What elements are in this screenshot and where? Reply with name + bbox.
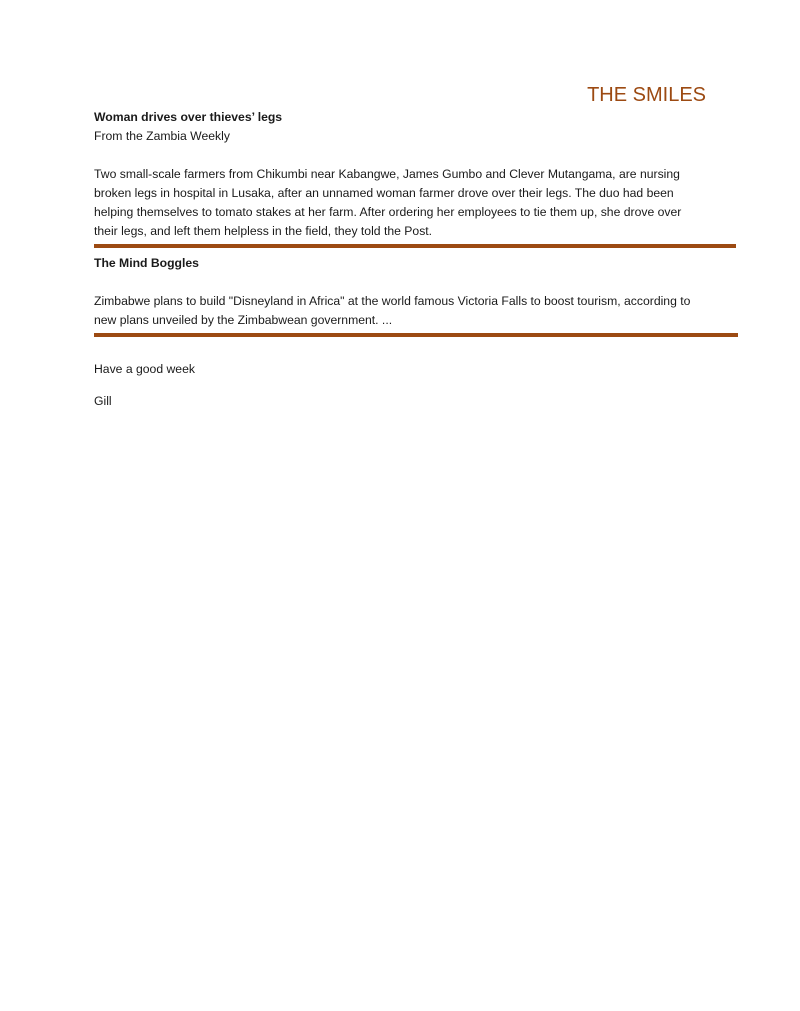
article-body: Zimbabwe plans to build "Disneyland in Africa" at the world famous Victoria Falls to boost tourism, according to new plans unveiled by the Zimbabwean government. ... xyxy=(94,294,691,327)
signoff-text: Have a good week xyxy=(94,362,195,376)
section-divider xyxy=(94,333,738,337)
newsletter-title: THE SMILES xyxy=(587,84,706,106)
article-source: From the Zambia Weekly xyxy=(94,129,230,143)
article-body: Two small-scale farmers from Chikumbi near Kabangwe, James Gumbo and Clever Mutangama, are nursing broken legs in hospital in Lusaka, after an unnamed woman farmer drove over their legs. The duo had been helping themselves to tomato stakes at her farm. After ordering her employees to tie them up, she drove over their legs, and left them helpless in the field, they told the Post. xyxy=(94,167,682,238)
section-divider xyxy=(94,244,736,248)
article-title: Woman drives over thieves’ legs xyxy=(94,110,283,124)
article-thieves-legs xyxy=(94,108,740,241)
document-content xyxy=(94,108,740,411)
article-title: The Mind Boggles xyxy=(94,256,199,270)
signature-text: Gill xyxy=(94,394,112,408)
article-mind-boggles xyxy=(94,254,740,330)
